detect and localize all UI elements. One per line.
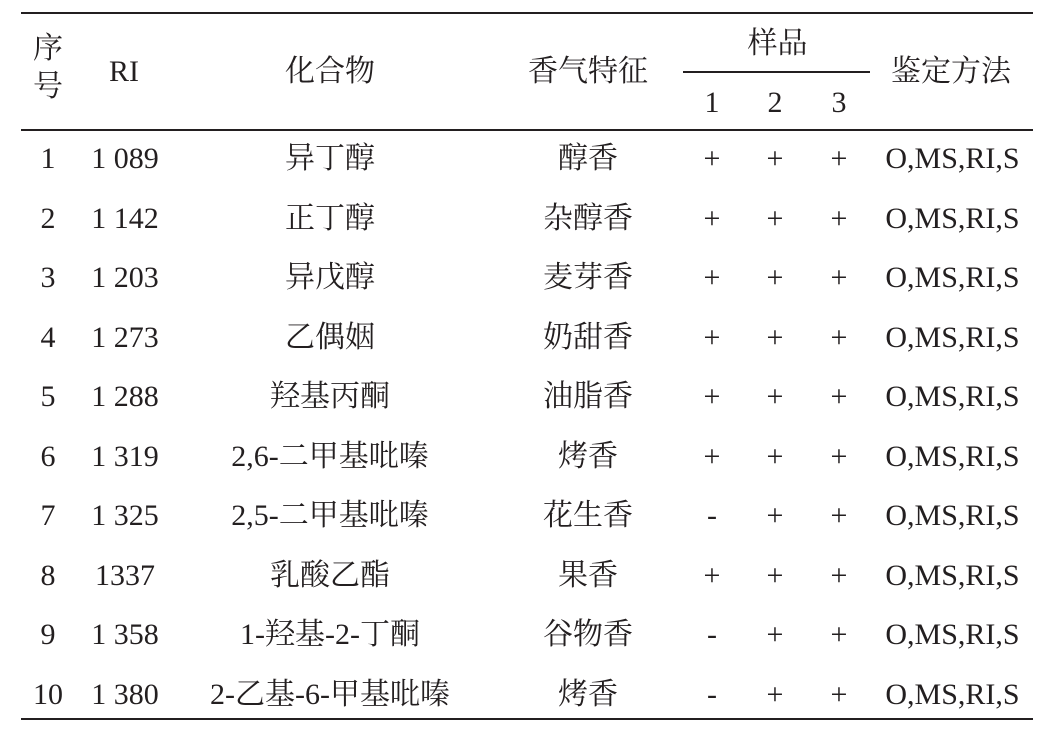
cell-compound: 2-乙基-6-甲基吡嗪 xyxy=(210,677,450,711)
cell-aroma: 花生香 xyxy=(543,499,633,532)
cell-no: 4 xyxy=(40,320,56,354)
header-method: 鉴定方法 xyxy=(891,55,1011,88)
cell-sample-1: + xyxy=(703,439,721,473)
cell-compound: 2,5-二甲基吡嗪 xyxy=(231,499,429,532)
cell-sample-1: + xyxy=(703,142,721,175)
cell-compound: 乳酸乙酯 xyxy=(270,558,390,592)
cell-sample-1: + xyxy=(703,201,721,235)
cell-method: O,MS,RI,S xyxy=(885,618,1020,651)
cell-ri: 1 380 xyxy=(91,677,159,711)
cell-aroma: 果香 xyxy=(558,558,618,592)
cell-sample-2: + xyxy=(766,201,784,235)
cell-sample-2: + xyxy=(766,320,784,354)
cell-aroma: 杂醇香 xyxy=(543,201,633,235)
cell-ri: 1 089 xyxy=(91,142,159,175)
cell-aroma: 烤香 xyxy=(558,677,618,711)
cell-compound: 2,6-二甲基吡嗪 xyxy=(231,439,429,473)
cell-compound: 异丁醇 xyxy=(285,142,375,175)
cell-sample-1: + xyxy=(703,558,721,592)
cell-sample-2: + xyxy=(766,261,784,294)
cell-no: 1 xyxy=(40,142,56,175)
cell-ri: 1337 xyxy=(95,558,155,592)
header-no-line2: 号 xyxy=(33,70,63,103)
cell-no: 6 xyxy=(40,439,56,473)
cell-sample-1: + xyxy=(703,320,721,354)
cell-aroma: 麦芽香 xyxy=(543,261,633,294)
cell-sample-2: + xyxy=(766,677,784,711)
cell-sample-1: - xyxy=(707,499,717,532)
cell-no: 3 xyxy=(40,261,56,294)
cell-compound: 羟基丙酮 xyxy=(270,380,390,413)
cell-sample-1: - xyxy=(707,677,717,711)
header-sample-2: 2 xyxy=(767,86,783,119)
header-compound: 化合物 xyxy=(285,55,375,88)
cell-method: O,MS,RI,S xyxy=(885,499,1020,532)
cell-ri: 1 203 xyxy=(91,261,159,294)
header-aroma: 香气特征 xyxy=(528,55,648,88)
cell-compound: 正丁醇 xyxy=(285,201,375,235)
cell-aroma: 烤香 xyxy=(558,439,618,473)
cell-method: O,MS,RI,S xyxy=(885,320,1020,354)
cell-ri: 1 319 xyxy=(91,439,159,473)
cell-sample-3: + xyxy=(830,142,848,175)
header-sample-group: 样品 xyxy=(747,27,808,60)
cell-sample-3: + xyxy=(830,261,848,294)
cell-no: 8 xyxy=(40,558,56,592)
cell-sample-2: + xyxy=(766,439,784,473)
header-ri: RI xyxy=(109,55,139,88)
header-no-line1: 序 xyxy=(33,32,63,65)
table-top-rule xyxy=(21,12,1033,14)
header-bottom-rule xyxy=(21,129,1033,131)
cell-ri: 1 325 xyxy=(91,499,159,532)
cell-sample-3: + xyxy=(830,558,848,592)
cell-method: O,MS,RI,S xyxy=(885,261,1020,294)
table-bottom-rule xyxy=(21,718,1033,720)
cell-aroma: 油脂香 xyxy=(543,380,633,413)
cell-sample-2: + xyxy=(766,499,784,532)
cell-method: O,MS,RI,S xyxy=(885,380,1020,413)
cell-compound: 异戊醇 xyxy=(285,261,375,294)
cell-sample-3: + xyxy=(830,618,848,651)
cell-sample-3: + xyxy=(830,499,848,532)
cell-method: O,MS,RI,S xyxy=(885,558,1020,592)
cell-sample-2: + xyxy=(766,142,784,175)
cell-no: 7 xyxy=(40,499,56,532)
cell-sample-3: + xyxy=(830,380,848,413)
cell-sample-1: + xyxy=(703,261,721,294)
cell-sample-1: - xyxy=(707,618,717,651)
cell-ri: 1 142 xyxy=(91,201,159,235)
cell-compound: 乙偶姻 xyxy=(285,320,375,354)
cell-sample-1: + xyxy=(703,380,721,413)
cell-sample-2: + xyxy=(766,380,784,413)
cell-method: O,MS,RI,S xyxy=(885,201,1020,235)
cell-no: 5 xyxy=(40,380,56,413)
cell-ri: 1 288 xyxy=(91,380,159,413)
cell-sample-3: + xyxy=(830,439,848,473)
cell-sample-3: + xyxy=(830,677,848,711)
cell-ri: 1 273 xyxy=(91,320,159,354)
header-sample-3: 3 xyxy=(831,86,847,119)
cell-sample-3: + xyxy=(830,201,848,235)
cell-sample-2: + xyxy=(766,558,784,592)
cell-aroma: 奶甜香 xyxy=(543,320,633,354)
cell-aroma: 谷物香 xyxy=(543,618,633,651)
cell-method: O,MS,RI,S xyxy=(885,677,1020,711)
cell-method: O,MS,RI,S xyxy=(885,142,1020,175)
cell-no: 9 xyxy=(40,618,56,651)
header-sample-1: 1 xyxy=(704,86,720,119)
cell-no: 10 xyxy=(33,677,63,711)
cell-compound: 1-羟基-2-丁酮 xyxy=(240,618,420,651)
cell-aroma: 醇香 xyxy=(558,142,618,175)
cell-ri: 1 358 xyxy=(91,618,159,651)
sample-group-rule xyxy=(683,71,870,73)
cell-sample-2: + xyxy=(766,618,784,651)
cell-method: O,MS,RI,S xyxy=(885,439,1020,473)
cell-no: 2 xyxy=(40,201,56,235)
cell-sample-3: + xyxy=(830,320,848,354)
